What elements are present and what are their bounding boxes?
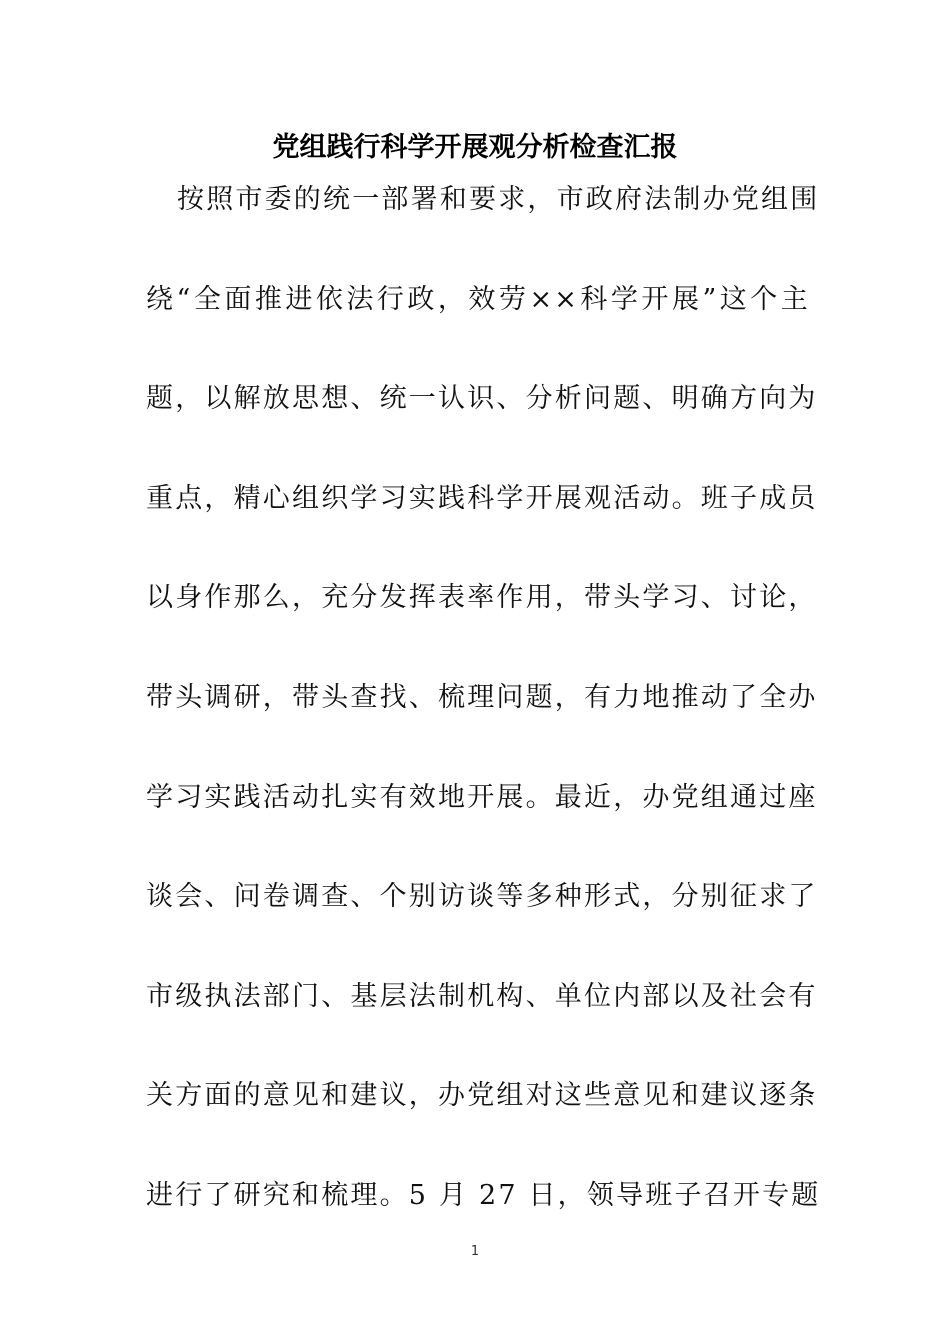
body-line: 以身作那么，充分发挥表率作用，带头学习、讨论， xyxy=(146,582,818,614)
body-line: 市级执法部门、基层法制机构、单位内部以及社会有 xyxy=(146,980,818,1012)
body-line: 按照市委的统一部署和要求，市政府法制办党组围 xyxy=(177,184,820,215)
document-body xyxy=(146,178,821,1274)
document-title: 党组践行科学开展观分析检查汇报 xyxy=(272,132,678,163)
body-line: 关方面的意见和建议，办党组对这些意见和建议逐条 xyxy=(146,1080,818,1112)
body-line: 学习实践活动扎实有效地开展。最近，办党组通过座 xyxy=(146,781,818,813)
page-number: 1 xyxy=(470,1244,480,1259)
body-line: 带头调研，带头查找、梳理问题，有力地推动了全办 xyxy=(146,681,818,713)
body-line: 谈会、问卷调查、个别访谈等多种形式，分别征求了 xyxy=(146,881,818,913)
body-line: 重点，精心组织学习实践科学开展观活动。班子成员 xyxy=(146,482,818,514)
body-line: 绕“全面推进依法行政，效劳××科学开展”这个主 xyxy=(146,283,810,315)
body-line: 进行了研究和梳理。5 月 27 日，领导班子召开专题 xyxy=(146,1179,821,1211)
body-line: 题，以解放思想、统一认识、分析问题、明确方向为 xyxy=(146,383,818,415)
